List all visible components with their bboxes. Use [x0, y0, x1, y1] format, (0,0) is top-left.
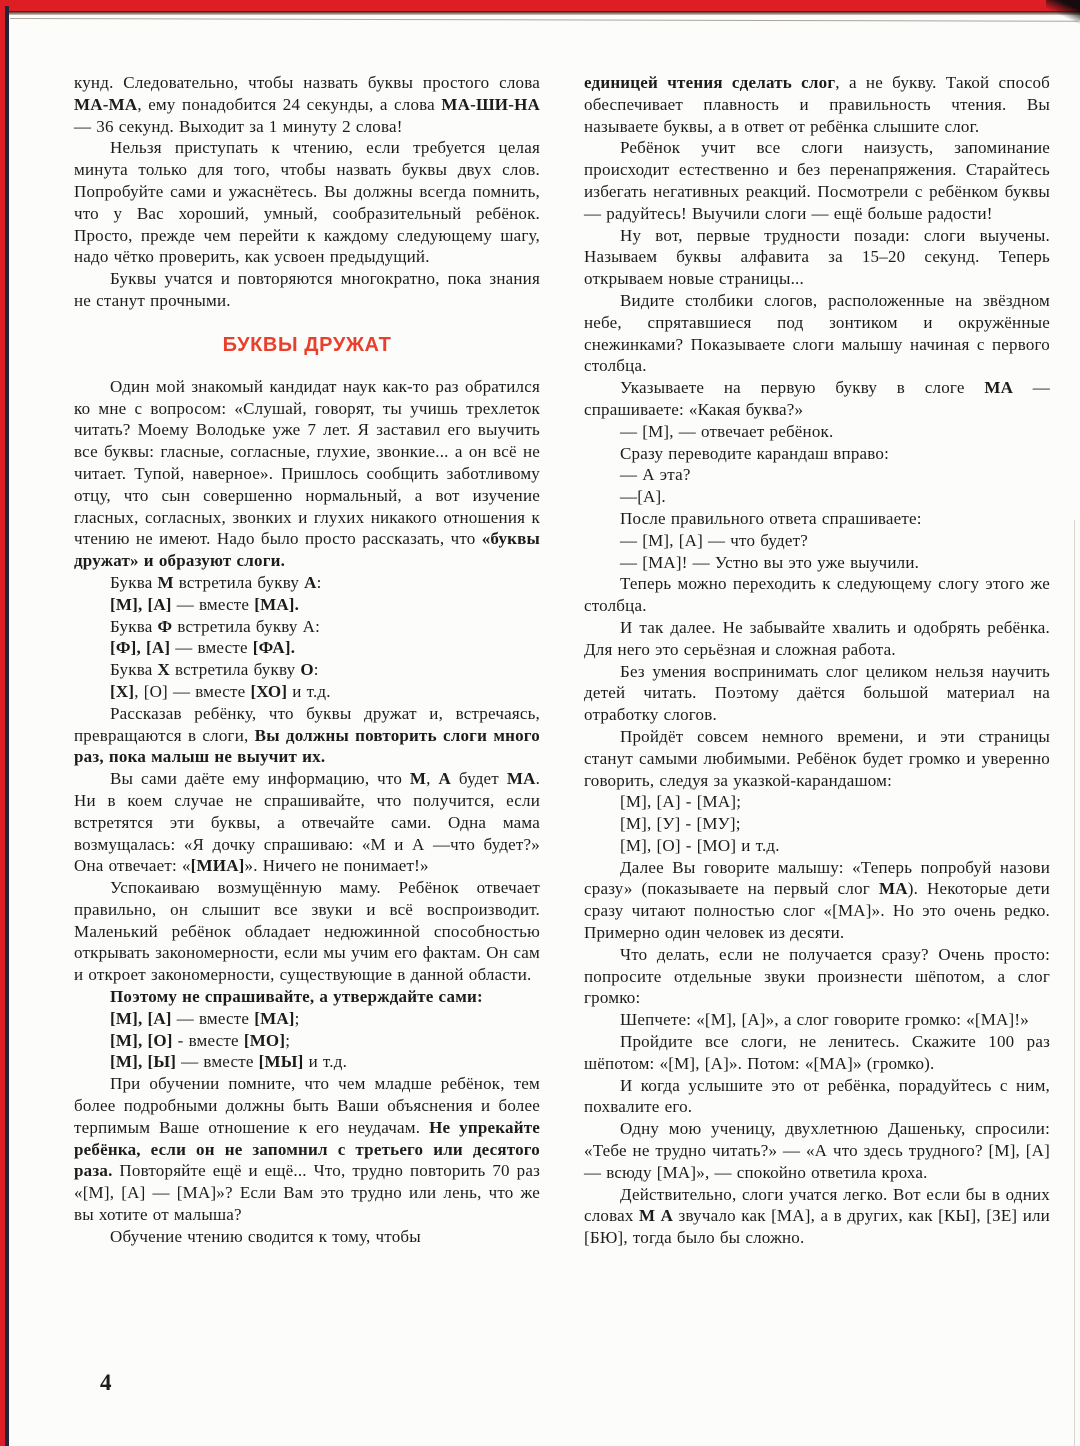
right-page-edge-line	[1074, 520, 1075, 1446]
paragraph: Без умения воспринимать слог целиком нельзя научить детей читать. Поэтому даётся большой материал на отработку слогов.	[584, 661, 1050, 725]
paragraph: Рассказав ребёнку, что буквы дружат и, встречаясь, превращаются в слоги, Вы должны повторить слоги много раз, пока малыш не выучит их.	[74, 703, 540, 767]
page-number: 4	[100, 1370, 112, 1395]
paragraph: [Х], [О] — вместе [ХО] и т.д.	[110, 681, 331, 701]
text-columns	[74, 72, 1050, 1249]
paragraph: Пройдёт совсем немного времени, и эти страницы станут самыми любимыми. Ребёнок будет громко и уверенно говорить, следуя за указкой-карандашом:	[584, 726, 1050, 790]
paragraph: Буква М встретила букву А:	[110, 572, 322, 592]
paragraph: Действительно, слоги учатся легко. Вот если бы в одних словах М А звучало как [МА], а в других, как [КЫ], [ЗЕ] или [БЮ], тогда было бы сложно.	[584, 1184, 1050, 1248]
paragraph: Сразу переводите карандаш вправо:	[620, 443, 890, 463]
page-edge-line	[10, 18, 1078, 22]
page-top-shadow	[0, 11, 1080, 15]
paragraph: [М], [Ы] — вместе [МЫ] и т.д.	[110, 1052, 348, 1072]
paragraph: — [М], — отвечает ребёнок.	[620, 421, 834, 441]
paragraph: [М], [А] - [МА];	[620, 792, 742, 812]
paragraph: единицей чтения сделать слог, а не букву. Такой способ обеспечивает плавность и правильность чтения. Вы называете буквы, а в ответ от ребёнка слышите слог.	[584, 73, 1050, 136]
paragraph: Теперь можно переходить к следующему слогу этого же столбца.	[584, 574, 1050, 616]
paragraph: [Ф], [А] — вместе [ФА].	[110, 638, 296, 658]
paragraph: Успокаиваю возмущённую маму. Ребёнок отвечает правильно, он слышит все звуки и всё воспроизводит. Маленький ребёнок обладает недюжинной способностью открывать закономерности, если мы учим его фактам. Он сам и откроет закономерности, существующие в данной области.	[74, 878, 540, 985]
paragraph: После правильного ответа спрашиваете:	[620, 508, 922, 528]
paragraph: Что делать, если не получается сразу? Очень просто: попросите отдельные звуки произнести шёпотом, а слог громко:	[584, 944, 1050, 1008]
paragraph: [М], [У] - [МУ];	[620, 814, 741, 834]
book-cover-top-edge	[0, 0, 1080, 11]
paragraph: Буквы учатся и повторяются многократно, пока знания не станут прочными.	[74, 269, 540, 310]
paragraph: — [М], [А] — что будет?	[620, 530, 808, 550]
paragraph: Видите столбики слогов, расположенные на звёздном небе, спрятавшиеся под зонтиком и окружённые снежинками? Показываете слоги малышу начиная с первого столбца.	[584, 290, 1050, 376]
paragraph: [М], [А] — вместе [МА].	[110, 594, 300, 614]
paragraph: Шепчете: «[М], [А]», а слог говорите громко: «[МА]!»	[620, 1010, 1029, 1030]
top-right-corner-shadow	[1046, 0, 1080, 24]
paragraph: Указываете на первую букву в слоге МА — спрашиваете: «Какая буква?»	[584, 378, 1051, 419]
paragraph: Пройдите все слоги, не ленитесь. Скажите 100 раз шёпотом: «[М], [А]». Потом: «[МА]» (громко).	[584, 1032, 1050, 1073]
paragraph: Буква Ф встретила букву А:	[110, 616, 321, 636]
paragraph: Буква Х встретила букву О:	[110, 660, 319, 680]
paragraph: Нельзя приступать к чтению, если требуется целая минута только для того, чтобы назвать буквы двух слов. Попробуйте сами и ужаснётесь. Вы должны всегда помнить, что у Вас хороший, умный, сообразительный ребёнок. Просто, прежде чем перейти к каждому следующему шагу, надо чётко проверить, как усвоен предыдущий.	[74, 138, 540, 267]
section-heading: БУКВЫ ДРУЖАТ	[222, 333, 392, 356]
paragraph: [М], [О] - [МО] и т.д.	[620, 835, 780, 855]
paragraph: [М], [А] — вместе [МА];	[110, 1008, 300, 1028]
paragraph: Один мой знакомый кандидат наук как-то раз обратился ко мне с вопросом: «Слушай, говорят, ты учишь трехлеток читать? Моему Володьке уже 7 лет. Я заставил его выучить все буквы: гласные, согласные, глухие, звонкие... а он всё не читает. Тупой, наверное». Пришлось сообщить заботливому отцу, что сын совершенно нормальный, а вот изучение гласных, согласных, звонких и глухих никакого отношения к чтению не имеют. Надо было просто рассказать, что «буквы дружат» и образуют слоги.	[74, 376, 540, 571]
left-column	[74, 72, 540, 1249]
paragraph: При обучении помните, что чем младше ребёнок, тем более подробными должны быть Ваши объяснения и более терпимым Ваше отношение к его неудачам. Не упрекайте ребёнка, если он не запомнил с третьего или десятого раза. Повторяйте ещё и ещё... Что, трудно повторить 70 раз «[М], [А] — [МА]»? Если Вам это трудно или лень, что же вы хотите от малыша?	[74, 1074, 540, 1225]
paragraph: Ребёнок учит все слоги наизусть, запоминание происходит естественно и без перенапряжения. Старайтесь избегать негативных реакций. Посмотрели с ребёнком буквы — радуйтесь! Выучили слоги — ещё больше радости!	[584, 138, 1050, 223]
paragraph: И когда услышите это от ребёнка, порадуйтесь с ним, похвалите его.	[584, 1075, 1050, 1117]
paragraph: кунд. Следовательно, чтобы назвать буквы простого слова МА-МА, ему понадобится 24 секунды, а слова МА-ШИ-НА — 36 секунд. Выходит за 1 минуту 2 слова!	[74, 73, 540, 136]
paragraph: — А эта?	[620, 465, 691, 485]
paragraph: Поэтому не спрашивайте, а утверждайте сами:	[110, 987, 483, 1007]
paragraph: Вы сами даёте ему информацию, что М, А будет МА. Ни в коем случае не спрашивайте, что получится, если встретятся эти буквы, а отвечайте сами. Одна мама возмущалась: «Я дочку спрашиваю: «М и А —что будет?» Она отвечает: «[МИА]». Ничего не понимает!»	[74, 769, 541, 876]
paragraph: —[А].	[620, 487, 666, 507]
paragraph: Ну вот, первые трудности позади: слоги выучены. Называем буквы алфавита за 15–20 секунд. Теперь открываем новые страницы...	[584, 225, 1050, 289]
spine-shadow-line	[5, 6, 9, 1446]
right-column	[584, 72, 1050, 1249]
paragraph: [М], [О] - вместе [МО];	[110, 1030, 291, 1050]
paragraph: — [МА]! — Устно вы это уже выучили.	[620, 552, 920, 572]
paragraph: Далее Вы говорите малышу: «Теперь попробуй назови сразу» (показываете на первый слог МА). Некоторые дети сразу читают полностью слог «[МА]». Но это очень редко. Примерно один человек из десяти.	[584, 857, 1050, 943]
paragraph: Одну мою ученицу, двухлетнюю Дашеньку, спросили: «Тебе не трудно читать?» — «А что здесь трудного? [М], [А] — всюду [МА]», — спокойно ответила кроха.	[584, 1119, 1050, 1182]
paragraph: И так далее. Не забывайте хвалить и одобрять ребёнка. Для него это серьёзная и сложная работа.	[584, 617, 1050, 659]
paragraph: Обучение чтению сводится к тому, чтобы	[110, 1226, 421, 1246]
